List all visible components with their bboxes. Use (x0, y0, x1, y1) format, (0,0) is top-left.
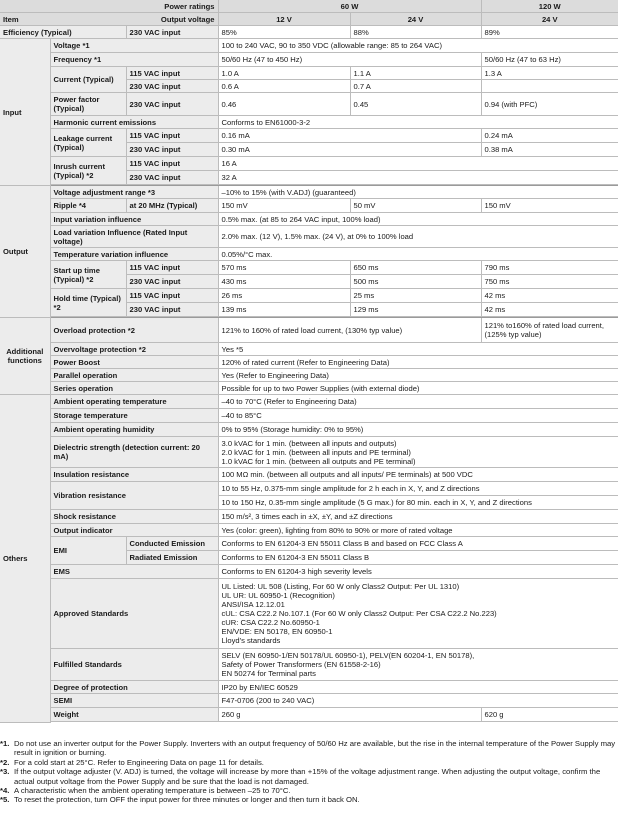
approved-line-5: cUR: CSA C22.2 No.60950-1 (221, 618, 320, 627)
emi-conducted-value: Conforms to EN 61204-3 EN 55011 Class B and based on FCC Class A (218, 537, 618, 551)
frequency-60w: 50/60 Hz (47 to 450 Hz) (218, 53, 481, 67)
row-approved (0, 579, 618, 649)
row-inrush-115 (0, 157, 618, 171)
header-row-power (0, 0, 618, 13)
dielectric-line-2: 2.0 kVAC for 1 min. (between all inputs and PE terminal) (221, 447, 411, 457)
leakage-230-120w: 0.38 mA (481, 143, 618, 157)
ripple-cond: at 20 MHz (Typical) (126, 199, 218, 213)
efficiency-label: Efficiency (Typical) (0, 26, 126, 39)
efficiency-120w: 89% (481, 26, 618, 39)
hold-230-24v: 129 ms (350, 303, 481, 317)
ems-label: EMS (50, 565, 218, 579)
inrush-115-value: 16 A (218, 157, 618, 171)
ripple-label: Ripple *4 (50, 199, 126, 213)
power-factor-label: Power factor (Typical) (50, 93, 126, 116)
startup-230-120w: 750 ms (481, 275, 618, 289)
row-voltage (0, 39, 618, 53)
protection-value: IP20 by EN/IEC 60529 (218, 681, 618, 694)
overload-60w: 121% to 160% of rated load current, (130% typ value) (218, 318, 481, 343)
footnote-5: *5. To reset the protection, turn OFF the input power for three minutes or longer and then turn it back ON. (0, 795, 360, 805)
leakage-115-120w: 0.24 mA (481, 129, 618, 143)
power-factor-12v: 0.46 (218, 93, 350, 116)
group-input: Input (0, 39, 50, 186)
approved-line-2: UL UR: UL 60950-1 (Recognition) (221, 591, 335, 600)
row-voltage-adjust (0, 186, 618, 199)
storage-temp-label: Storage temperature (50, 409, 218, 423)
row-current-115 (0, 67, 618, 80)
current-230-24v: 0.7 A (350, 80, 481, 93)
dielectric-line-1: 3.0 kVAC for 1 min. (between all inputs and outputs) (221, 438, 397, 448)
vibration-value-2: 10 to 150 Hz, 0.35-mm single amplitude (5 G max.) for 80 min. each in X, Y, and Z directions (218, 496, 618, 510)
row-load-variation (0, 226, 618, 248)
efficiency-cond: 230 VAC input (126, 26, 218, 39)
row-dielectric (0, 437, 618, 468)
ripple-120w: 150 mV (481, 199, 618, 213)
vibration-value-1: 10 to 55 Hz, 0.375-mm single amplitude for 2 h each in X, Y, and Z directions (218, 482, 618, 496)
startup-115-cond: 115 VAC input (126, 261, 218, 275)
approved-line-6: EN/VDE: EN 50178, EN 60950-1 (221, 627, 333, 636)
ambient-temp-value: –40 to 70°C (Refer to Engineering Data) (218, 395, 618, 409)
header-24v-60w: 24 V (350, 13, 481, 26)
power-factor-24v: 0.45 (350, 93, 481, 116)
footnotes (0, 739, 618, 805)
series-label: Series operation (50, 382, 218, 395)
startup-115-120w: 790 ms (481, 261, 618, 275)
humidity-label: Ambient operating humidity (50, 423, 218, 437)
dielectric-line-3: 1.0 kVAC for 1 min. (between all outputs and PE terminal) (221, 456, 416, 466)
temp-variation-label: Temperature variation influence (50, 248, 218, 261)
overvoltage-label: Overvoltage protection *2 (50, 343, 218, 356)
shock-label: Shock resistance (50, 510, 218, 524)
leakage-115-cond: 115 VAC input (126, 129, 218, 143)
row-series (0, 382, 618, 395)
header-row-voltage (0, 13, 618, 26)
row-fulfilled (0, 649, 618, 681)
weight-120w: 620 g (481, 708, 618, 722)
inrush-230-value: 32 A (218, 171, 618, 185)
startup-230-12v: 430 ms (218, 275, 350, 289)
header-12v: 12 V (218, 13, 350, 26)
row-overload (0, 318, 618, 343)
insulation-value: 100 MΩ min. (between all outputs and all inputs/ PE terminals) at 500 VDC (218, 468, 618, 482)
ripple-12v: 150 mV (218, 199, 350, 213)
row-efficiency (0, 26, 618, 39)
inrush-115-cond: 115 VAC input (126, 157, 218, 171)
row-ambient-temp (0, 395, 618, 409)
fulfilled-line-3: EN 50274 for Terminal parts (221, 669, 316, 678)
group-output: Output (0, 186, 50, 318)
dielectric-label: Dielectric strength (detection current: 20 mA) (50, 437, 218, 468)
startup-115-12v: 570 ms (218, 261, 350, 275)
leakage-230-60w: 0.30 mA (218, 143, 481, 157)
hold-230-cond: 230 VAC input (126, 303, 218, 317)
voltage-label: Voltage *1 (50, 39, 218, 53)
startup-230-cond: 230 VAC input (126, 275, 218, 289)
row-power-boost (0, 356, 618, 369)
shock-value: 150 m/s², 3 times each in ±X, ±Y, and ±Z directions (218, 510, 618, 524)
current-115-120w: 1.3 A (481, 67, 618, 80)
header-120w: 120 W (481, 0, 618, 13)
approved-line-3: ANSI/ISA 12.12.01 (221, 600, 285, 609)
current-230-12v: 0.6 A (218, 80, 350, 93)
power-boost-value: 120% of rated current (Refer to Engineering Data) (218, 356, 618, 369)
row-input-variation (0, 213, 618, 226)
row-semi (0, 694, 618, 708)
power-factor-cond: 230 VAC input (126, 93, 218, 116)
emi-label: EMI (50, 537, 126, 565)
row-power-factor (0, 93, 618, 116)
row-ems (0, 565, 618, 579)
row-temp-variation (0, 248, 618, 261)
temp-variation-value: 0.05%/°C max. (218, 248, 618, 261)
row-shock (0, 510, 618, 524)
voltage-adjust-value: –10% to 15% (with V.ADJ) (guaranteed) (218, 186, 618, 199)
approved-line-1: UL Listed: UL 508 (Listing, For 60 W only Class2 Output: Per UL 1310) (221, 582, 460, 591)
header-item: Item (0, 13, 126, 26)
leakage-label: Leakage current (Typical) (50, 129, 126, 157)
fulfilled-label: Fulfilled Standards (50, 649, 218, 681)
emi-radiated-label: Radiated Emission (126, 551, 218, 565)
power-factor-120w: 0.94 (with PFC) (481, 93, 618, 116)
current-230-cond: 230 VAC input (126, 80, 218, 93)
row-hold-115 (0, 289, 618, 303)
startup-115-24v: 650 ms (350, 261, 481, 275)
hold-115-12v: 26 ms (218, 289, 350, 303)
row-humidity (0, 423, 618, 437)
row-frequency (0, 53, 618, 67)
indicator-label: Output indicator (50, 524, 218, 537)
group-additional: Additional functions (0, 318, 50, 395)
storage-temp-value: –40 to 85°C (218, 409, 618, 423)
ems-value: Conforms to EN 61204-3 high severity levels (218, 565, 618, 579)
row-emi-conducted (0, 537, 618, 551)
output-voltage-label: Output voltage (126, 13, 218, 26)
header-24v-120w: 24 V (481, 13, 618, 26)
efficiency-24v: 88% (350, 26, 481, 39)
voltage-value: 100 to 240 VAC, 90 to 350 VDC (allowable range: 85 to 264 VAC) (218, 39, 618, 53)
frequency-label: Frequency *1 (50, 53, 218, 67)
semi-value: F47-0706 (200 to 240 VAC) (218, 694, 618, 708)
harmonic-label: Harmonic current emissions (50, 116, 218, 129)
overload-120w: 121% to160% of rated load current, (125% typ value) (481, 318, 618, 343)
row-indicator (0, 524, 618, 537)
row-protection (0, 681, 618, 694)
startup-label: Start up time (Typical) *2 (50, 261, 126, 289)
efficiency-12v: 85% (218, 26, 350, 39)
inrush-label: Inrush current (Typical) *2 (50, 157, 126, 185)
weight-60w: 260 g (218, 708, 481, 722)
hold-230-120w: 42 ms (481, 303, 618, 317)
load-variation-value: 2.0% max. (12 V), 1.5% max. (24 V), at 0% to 100% load (218, 226, 618, 248)
fulfilled-line-1: SELV (EN 60950-1/EN 50178/UL 60950-1), PELV(EN 60204-1, EN 50178), (221, 651, 475, 660)
frequency-120w: 50/60 Hz (47 to 63 Hz) (481, 53, 618, 67)
hold-label: Hold time (Typical) *2 (50, 289, 126, 317)
row-vibration-1 (0, 482, 618, 496)
parallel-label: Parallel operation (50, 369, 218, 382)
approved-value (218, 579, 618, 649)
hold-230-12v: 139 ms (218, 303, 350, 317)
hold-115-24v: 25 ms (350, 289, 481, 303)
row-overvoltage (0, 343, 618, 356)
parallel-value: Yes (Refer to Engineering Data) (218, 369, 618, 382)
ambient-temp-label: Ambient operating temperature (50, 395, 218, 409)
protection-label: Degree of protection (50, 681, 218, 694)
indicator-value: Yes (color: green), lighting from 80% to 90% or more of rated voltage (218, 524, 618, 537)
input-variation-label: Input variation influence (50, 213, 218, 226)
approved-line-4: cUL: CSA C22.2 No.107.1 (For 60 W only Class2 Output: Per CSA C22.2 No.223) (221, 609, 497, 618)
weight-label: Weight (50, 708, 218, 722)
row-parallel (0, 369, 618, 382)
humidity-value: 0% to 95% (Storage humidity: 0% to 95%) (218, 423, 618, 437)
emi-radiated-value: Conforms to EN 61204-3 EN 55011 Class B (218, 551, 618, 565)
row-harmonic (0, 116, 618, 129)
harmonic-value: Conforms to EN61000-3-2 (218, 116, 618, 129)
footnote-1: *1. Do not use an inverter output for the Power Supply. Inverters with an output frequency of 50/60 Hz are available, but the rise in the internal temperature of the Power Supply may result in ignition or burning. (0, 739, 616, 758)
startup-230-24v: 500 ms (350, 275, 481, 289)
approved-label: Approved Standards (50, 579, 218, 649)
load-variation-label: Load variation Influence (Rated Input voltage) (50, 226, 218, 248)
group-others: Others (0, 395, 50, 723)
fulfilled-line-2: Safety of Power Transformers (EN 61558-2-16) (221, 660, 381, 669)
footnote-2: *2. For a cold start at 25°C. Refer to Engineering Data on page 11 for details. (0, 757, 264, 767)
emi-conducted-label: Conducted Emission (126, 537, 218, 551)
ripple-24v: 50 mV (350, 199, 481, 213)
footnote-3: *3. If the output voltage adjuster (V. ADJ) is turned, the voltage will increase by more than +15% of the voltage adjustment range. When adjusting the output voltage, confirm the actual output voltage from the Power Supply and be sure that the load is not damaged. (0, 767, 601, 786)
current-label: Current (Typical) (50, 67, 126, 93)
insulation-label: Insulation resistance (50, 468, 218, 482)
row-leakage-115 (0, 129, 618, 143)
voltage-adjust-label: Voltage adjustment range *3 (50, 186, 218, 199)
current-115-cond: 115 VAC input (126, 67, 218, 80)
row-weight (0, 708, 618, 722)
header-60w: 60 W (218, 0, 481, 13)
current-115-24v: 1.1 A (350, 67, 481, 80)
leakage-230-cond: 230 VAC input (126, 143, 218, 157)
hold-115-120w: 42 ms (481, 289, 618, 303)
leakage-115-60w: 0.16 mA (218, 129, 481, 143)
inrush-230-cond: 230 VAC input (126, 171, 218, 185)
fulfilled-value (218, 649, 618, 681)
overvoltage-value: Yes *5 (218, 343, 618, 356)
approved-line-7: Lloyd's standards (221, 636, 281, 645)
series-value: Possible for up to two Power Supplies (with external diode) (218, 382, 618, 395)
footnote-4: *4. A characteristic when the ambient operating temperature is between –25 to 70°C. (0, 786, 291, 796)
overload-label: Overload protection *2 (50, 318, 218, 343)
vibration-label: Vibration resistance (50, 482, 218, 510)
current-115-12v: 1.0 A (218, 67, 350, 80)
hold-115-cond: 115 VAC input (126, 289, 218, 303)
row-startup-115 (0, 261, 618, 275)
power-ratings-label: Power ratings (126, 0, 218, 13)
input-variation-value: 0.5% max. (at 85 to 264 VAC input, 100% load) (218, 213, 618, 226)
row-ripple (0, 199, 618, 213)
semi-label: SEMI (50, 694, 218, 708)
row-storage-temp (0, 409, 618, 423)
dielectric-value (218, 437, 618, 468)
row-insulation (0, 468, 618, 482)
power-boost-label: Power Boost (50, 356, 218, 369)
